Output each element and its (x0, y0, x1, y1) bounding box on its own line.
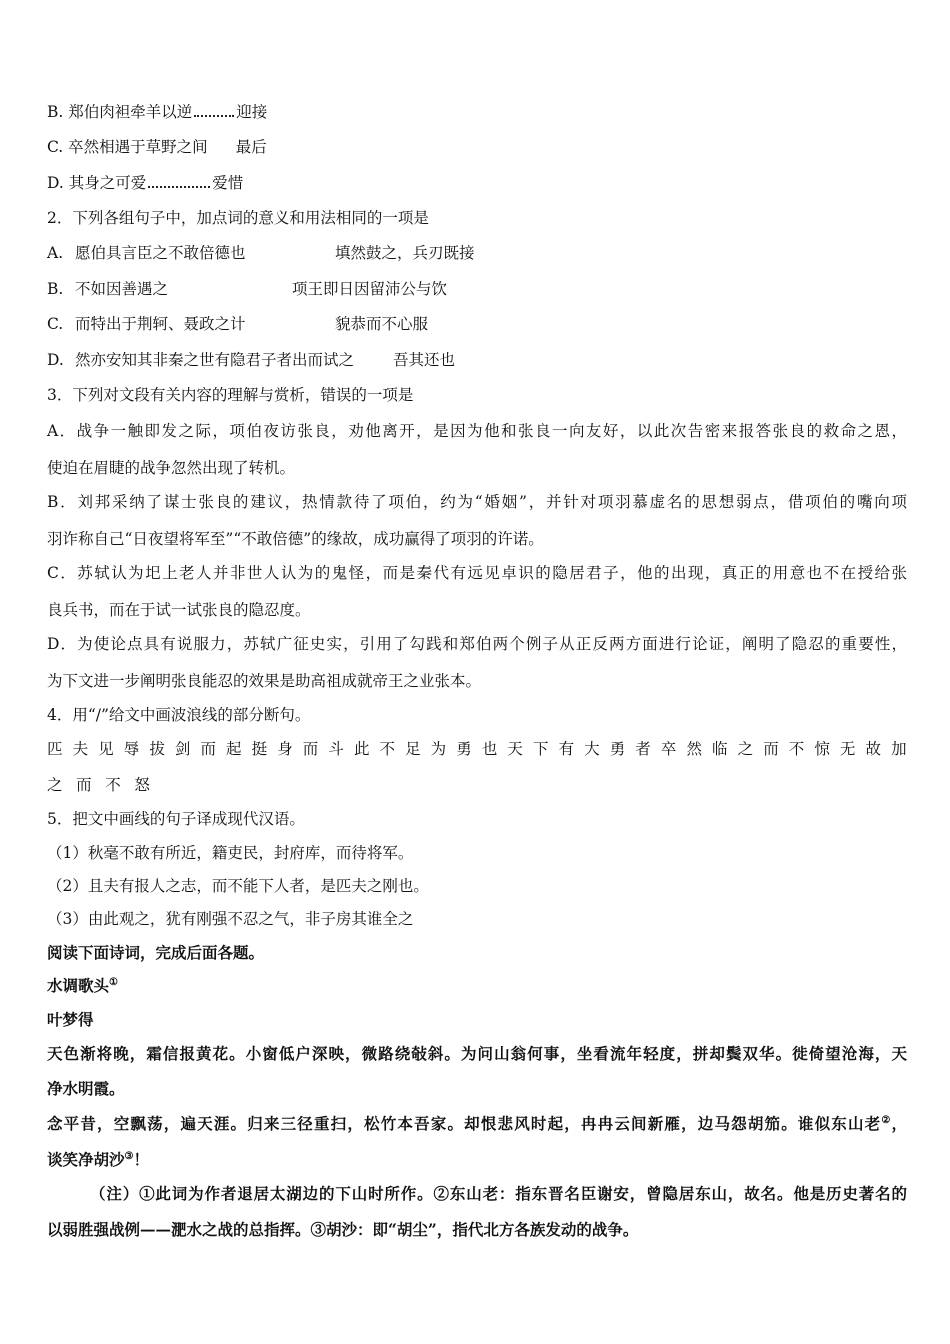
q4-stem: 4．用“/”给文中画波浪线的部分断句。 (47, 706, 311, 724)
q1-option-b-meaning: 迎接 (236, 103, 268, 121)
emphasis-dots (148, 174, 210, 188)
q1-option-d-text: 其身之可爱 (68, 174, 147, 192)
q5-stem: 5．把文中画线的句子译成现代汉语。 (47, 810, 305, 828)
poem-notes-cont: 以弱胜强战例——淝水之战的总指挥。③胡沙：即“胡尘”，指代北方各族发动的战争。 (47, 1220, 639, 1239)
q3-option-d: D．为使论点具有说服力，苏轼广征史实，引用了勾践和郑伯两个例子从正反两方面进行论证，阐明了隐忍的重要性， (47, 635, 907, 653)
q4-passage-line2: 之 而 不 怒 (47, 776, 150, 794)
q3-option-a-cont: 使迫在眉睫的战争忽然出现了转机。 (47, 459, 296, 477)
q2-stem: 2．下列各组句子中，加点词的意义和用法相同的一项是 (47, 209, 429, 227)
q3-option-c-cont: 良兵书，而在于试一试张良的隐忍度。 (47, 601, 311, 619)
q1-option-c: C. 卒然相遇于草野之间 最后 (47, 138, 267, 156)
q5-sentence-3: （3）由此观之，犹有刚强不忍之气，非子房其谁全之 (47, 910, 414, 928)
poem-title: 水调歌头① (47, 976, 118, 995)
q3-option-b-cont: 羽诈称自己“日夜望将军至”“不敢倍德”的缘故，成功赢得了项羽的许诺。 (47, 530, 544, 548)
poem-stanza-1: 天色渐将晚，霜信报黄花。小窗低户深映，微路绕敧斜。为问山翁何事，坐看流年轻度，拼却鬓双华。徙倚望沧海，天 (47, 1044, 907, 1063)
q1-option-d: D. 其身之可爱 爱惜 (47, 174, 244, 192)
q2-option-b: B. 不如因善遇之 项王即日因留沛公与饮 (47, 280, 448, 298)
q3-option-d-cont: 为下文进一步阐明张良能忍的效果是助高祖成就帝王之业张本。 (47, 672, 482, 690)
poem-author: 叶梦得 (47, 1010, 94, 1029)
q3-stem: 3．下列对文段有关内容的理解与赏析，错误的一项是 (47, 386, 414, 404)
q5-sentence-1: （1）秋毫不敢有所近，籍吏民，封府库，而待将军。 (47, 844, 414, 862)
q1-option-b-text: 郑伯肉袒牵羊以逆 (68, 103, 193, 121)
poem-stanza-1-cont: 净水明霞。 (47, 1079, 125, 1098)
q1-option-c-text: 卒然相遇于草野之间 (68, 138, 208, 156)
poem-stanza-2-cont: 谈笑净胡沙③！ (47, 1150, 149, 1169)
q2-option-d: D. 然亦安知其非秦之世有隐君子者出而试之 吾其还也 (47, 351, 456, 369)
poem-instruction: 阅读下面诗词，完成后面各题。 (47, 943, 265, 962)
q3-option-c: C．苏轼认为圯上老人并非世人认为的鬼怪，而是秦代有远见卓识的隐居君子，他的出现，真正的用意也不在授给张 (47, 564, 907, 582)
q1-option-c-meaning: 最后 (235, 138, 267, 156)
q4-passage-line1: 匹 夫 见 辱 拔 剑 而 起 挺 身 而 斗 此 不 足 为 勇 也 天 下 有 大 勇 者 卒 然 临 之 而 不 惊 无 故 加 (47, 740, 907, 758)
poem-stanza-2: 念平昔，空飘荡，遍天涯。归来三径重扫，松竹本吾家。却恨悲风时起，冉冉云间新雁，边马怨胡笳。谁似东山老②， (47, 1114, 907, 1133)
q3-option-a: A．战争一触即发之际，项伯夜访张良，劝他离开，是因为他和张良一向友好，以此次告密来报答张良的救命之恩， (47, 422, 907, 440)
q3-option-b: B．刘邦采纳了谋士张良的建议，热情款待了项伯，约为“婚姻”，并针对项羽慕虚名的思想弱点，借项伯的嘴向项 (47, 493, 907, 511)
q2-option-a: A. 愿伯具言臣之不敢倍德也 填然鼓之，兵刃既接 (47, 244, 475, 262)
q2-option-c: C. 而特出于荆轲、聂政之计 貌恭而不心服 (47, 315, 429, 333)
q1-option-b: B. 郑伯肉袒牵羊以逆 迎接 (47, 103, 268, 121)
q1-option-d-meaning: 爱惜 (212, 174, 244, 192)
poem-notes: （注）①此词为作者退居太湖边的下山时所作。②东山老：指东晋名臣谢安，曾隐居东山，故名。他是历史著名的 (90, 1184, 907, 1203)
emphasis-dots (194, 103, 234, 117)
q5-sentence-2: （2）且夫有报人之志，而不能下人者，是匹夫之刚也。 (47, 877, 429, 895)
